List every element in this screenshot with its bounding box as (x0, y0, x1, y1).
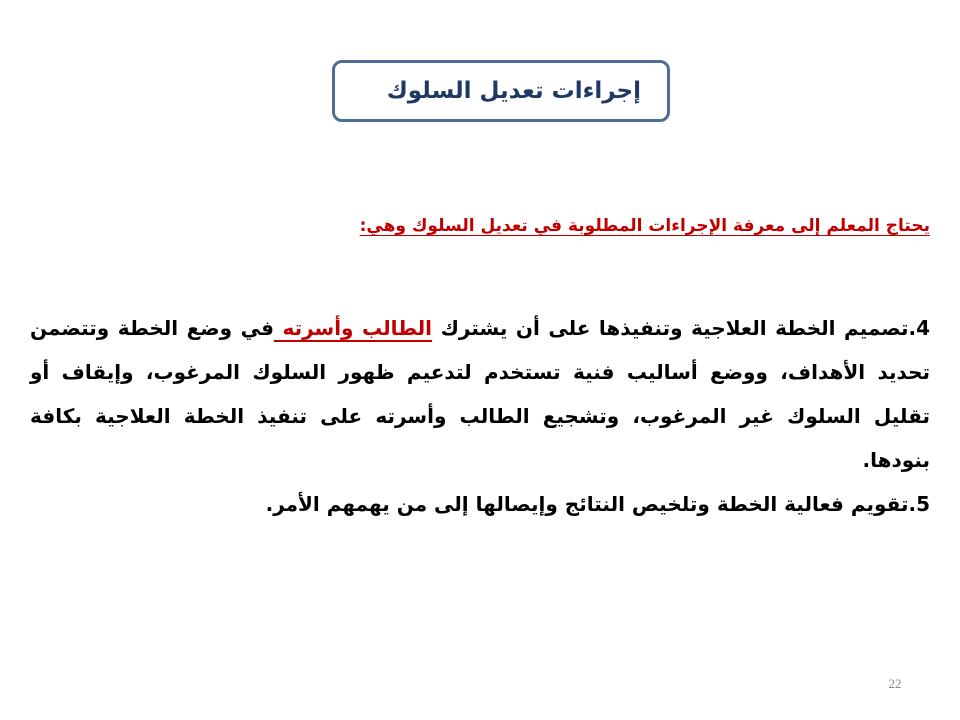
item-4-text-start: 4.تصميم الخطة العلاجية وتنفيذها على أن يشترك (440, 316, 931, 340)
item-4-highlight: الطالب وأسرته (273, 316, 433, 340)
slide-title: إجراءات تعديل السلوك (386, 78, 641, 104)
slide-content (30, 208, 930, 526)
page-number: 22 (888, 676, 902, 691)
intro-line: يحتاج المعلم إلى معرفة الإجراءات المطلوبة في تعديل السلوك وهي: (359, 216, 930, 236)
list-item-5: 5.تقويم فعالية الخطة وتلخيص النتائج وإيصالها إلى من يهمهم الأمر. (265, 492, 930, 516)
title-box (332, 60, 670, 122)
item-4-text-end: في وضع الخطة وتتضمن تحديد الأهداف، ووضع أساليب فنية تستخدم لتدعيم ظهور السلوك المرغوب، وإيقاف أو تقليل السلوك غير المرغوب، وتشجيع الطالب وأسرته على تنفيذ الخطة العلاجية بكافة بنودها. (30, 316, 930, 472)
list-item-4 (30, 306, 930, 482)
